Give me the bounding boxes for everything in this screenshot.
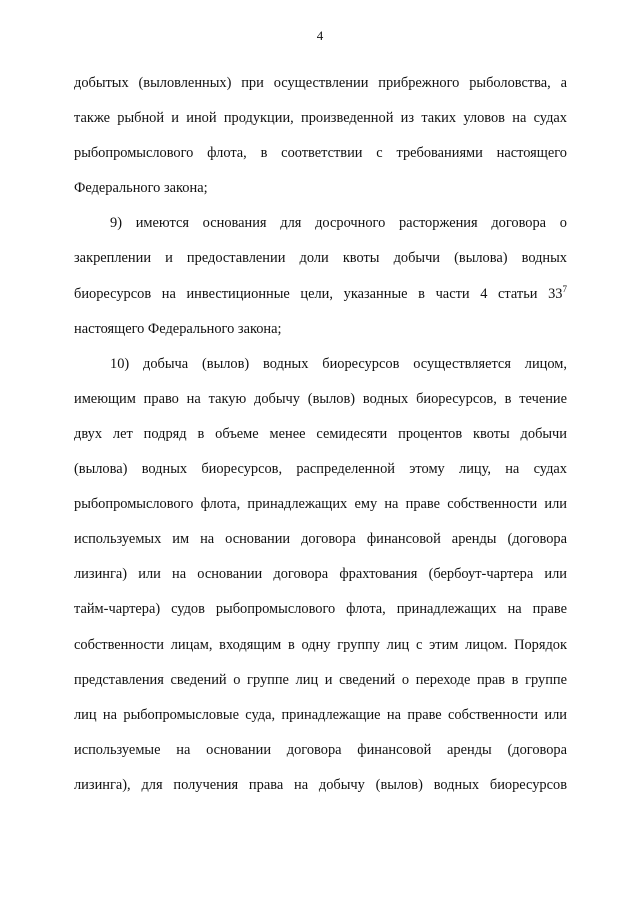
article-superscript: 7	[562, 283, 567, 294]
text-line: рыбопромыслового флота, в соответствии с требованиями настоящего	[74, 145, 567, 162]
text-line: двух лет подряд в объеме менее семидесяти процентов квоты добычи	[74, 425, 567, 442]
page-number: 4	[316, 28, 324, 43]
text-line: представления сведений о группе лиц и сведений о переходе прав в группе	[74, 671, 567, 688]
text-line: тайм-чартера) судов рыбопромыслового флота, принадлежащих на праве	[74, 601, 567, 618]
paragraph-10-first-line: 10) добыча (вылов) водных биоресурсов осуществляется лицом,	[110, 355, 567, 372]
text-line: закреплении и предоставлении доли квоты добычи (вылова) водных	[74, 250, 567, 267]
text-line: лизинга), для получения права на добычу (вылов) водных биоресурсов	[74, 776, 567, 793]
text-line-with-reference	[74, 277, 567, 312]
text-line: Федерального закона;	[74, 180, 208, 197]
text-line: используемых им на основании договора финансовой аренды (договора	[74, 531, 567, 548]
text-line-content: биоресурсов на инвестиционные цели, указанные в части 4 статьи 33	[74, 285, 563, 302]
text-line: добытых (выловленных) при осуществлении прибрежного рыболовства, а	[74, 75, 567, 91]
text-line: лизинга) или на основании договора фрахтования (бербоут-чартера или	[74, 566, 567, 583]
text-line: рыбопромыслового флота, принадлежащих ему на праве собственности или	[74, 496, 567, 513]
document-body	[74, 66, 567, 803]
text-line: собственности лицам, входящим в одну группу лиц с этим лицом. Порядок	[74, 636, 567, 653]
text-line: настоящего Федерального закона;	[74, 320, 282, 337]
text-line: используемые на основании договора финансовой аренды (договора	[74, 741, 567, 758]
paragraph-9-first-line: 9) имеются основания для досрочного расторжения договора о	[110, 215, 567, 232]
text-line: также рыбной и иной продукции, произведенной из таких уловов на судах	[74, 110, 567, 127]
text-line: имеющим право на такую добычу (вылов) водных биоресурсов, в течение	[74, 390, 567, 407]
text-line: (вылова) водных биоресурсов, распределенной этому лицу, на судах	[74, 461, 567, 478]
text-line: лиц на рыбопромысловые суда, принадлежащие на праве собственности или	[74, 706, 567, 723]
